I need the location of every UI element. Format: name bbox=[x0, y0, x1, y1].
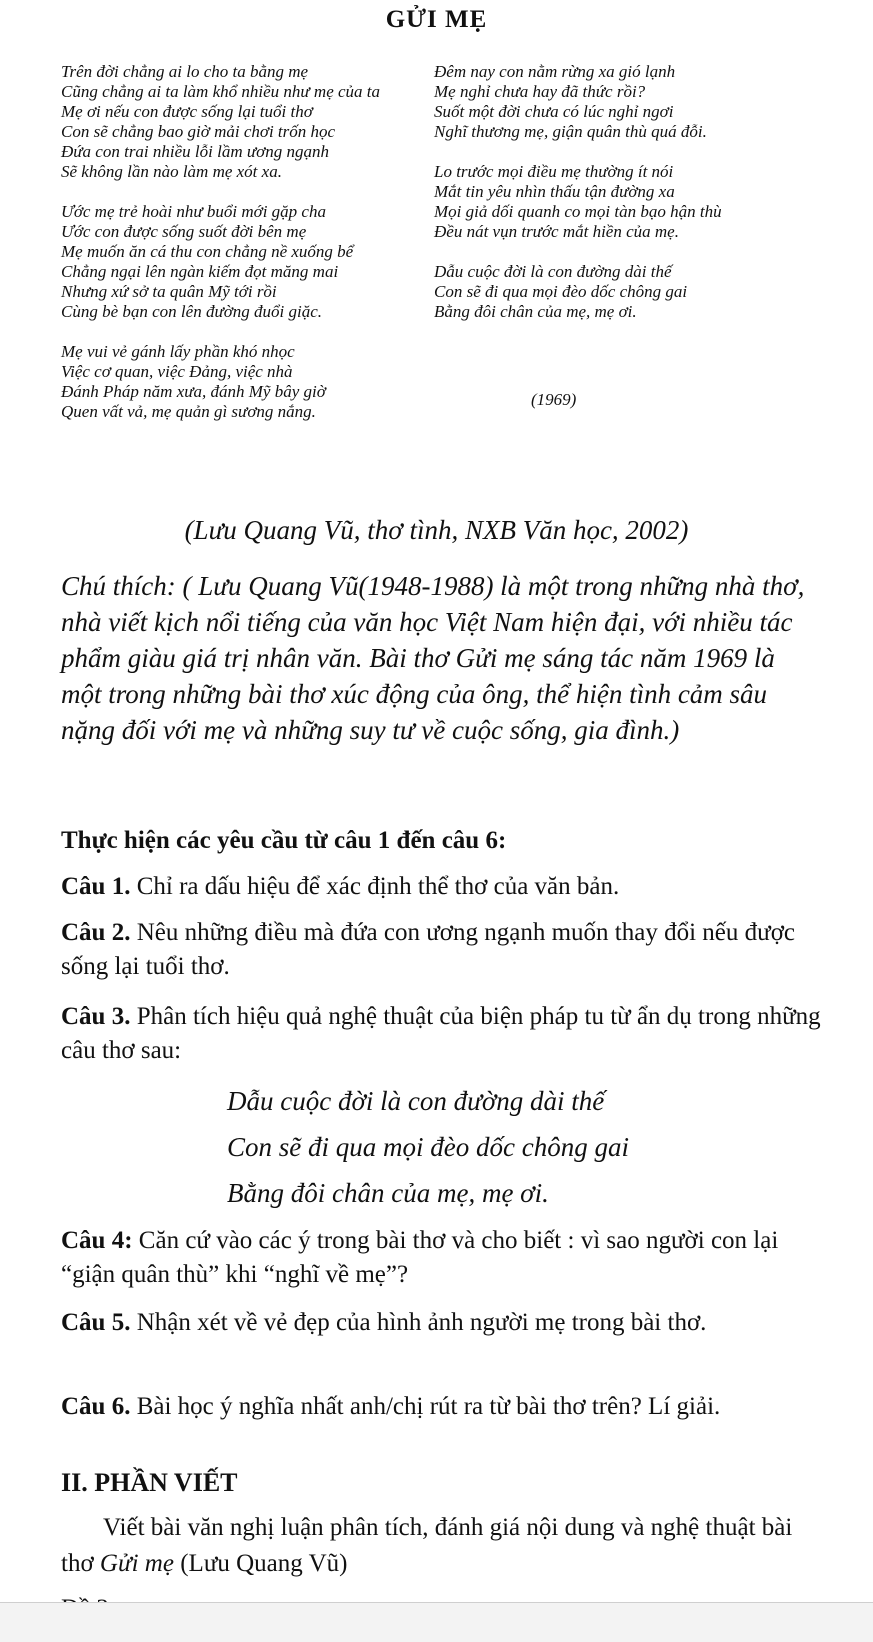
poem-title: GỬI MẸ bbox=[385, 6, 488, 33]
quote-line: Bằng đôi chân của mẹ, mẹ ơi. bbox=[227, 1178, 549, 1208]
question-5-text: Nhận xét về vẻ đẹp của hình ảnh người mẹ trong bài thơ. bbox=[130, 1309, 707, 1336]
poem-line: Ước mẹ trẻ hoài như buổi mới gặp cha bbox=[61, 202, 326, 221]
question-1-text: Chỉ ra dấu hiệu để xác định thể thơ của văn bản. bbox=[130, 873, 620, 900]
poem-line: Con sẽ đi qua mọi đèo dốc chông gai bbox=[434, 282, 688, 301]
question-2-label: Câu 2. bbox=[61, 919, 131, 946]
question-4-label: Câu 4: bbox=[61, 1227, 133, 1254]
poem-line: Sẽ không lần nào làm mẹ xót xa. bbox=[61, 162, 282, 181]
poem-line: Đêm nay con nằm rừng xa gió lạnh bbox=[434, 62, 676, 81]
writing-task bbox=[61, 1510, 826, 1582]
instructions bbox=[61, 824, 831, 858]
poem-left-column bbox=[61, 62, 380, 422]
poem-line: Chẳng ngại lên ngàn kiếm đọt măng mai bbox=[61, 262, 339, 281]
question-3 bbox=[61, 1000, 831, 1068]
poem-line: Suốt một đời chưa có lúc nghỉ ngơi bbox=[434, 102, 674, 121]
question-6 bbox=[61, 1390, 831, 1424]
poem-line: Mẹ muốn ăn cá thu con chẳng nề xuống bể bbox=[61, 242, 354, 261]
question-6-label: Câu 6. bbox=[61, 1393, 131, 1420]
poem-line: Con sẽ chẳng bao giờ mải chơi trốn học bbox=[61, 122, 336, 141]
poem-line: Lo trước mọi điều mẹ thường ít nói bbox=[434, 162, 674, 181]
poem-line: Mẹ ơi nếu con được sống lại tuổi thơ bbox=[61, 102, 313, 121]
poem-line: Nhưng xứ sở ta quân Mỹ tới rồi bbox=[61, 282, 277, 301]
poem-line: Nghĩ thương mẹ, giận quân thù quá đỗi. bbox=[434, 122, 707, 141]
question-1-label: Câu 1. bbox=[61, 873, 131, 900]
writing-task-author: (Lưu Quang Vũ) bbox=[173, 1550, 348, 1577]
poem-line: Ước con được sống suốt đời bên mẹ bbox=[61, 222, 307, 241]
poem-line: Mẹ vui vẻ gánh lấy phần khó nhọc bbox=[61, 342, 295, 361]
question-5 bbox=[61, 1306, 831, 1340]
poem-line: Bằng đôi chân của mẹ, mẹ ơi. bbox=[434, 302, 637, 321]
question-6-text: Bài học ý nghĩa nhất anh/chị rút ra từ bài thơ trên? Lí giải. bbox=[130, 1393, 721, 1420]
question-4-text: Căn cứ vào các ý trong bài thơ và cho biết : vì sao người con lại “giận quân thù” khi “nghĩ về mẹ”? bbox=[61, 1227, 779, 1288]
poem-line bbox=[434, 142, 722, 162]
question-3-label: Câu 3. bbox=[61, 1003, 131, 1030]
poem-line: Đứa con trai nhiều lỗi lầm ương ngạnh bbox=[61, 142, 329, 161]
question-2-text: Nêu những điều mà đứa con ương ngạnh muốn thay đổi nếu được sống lại tuổi thơ. bbox=[61, 919, 796, 980]
question-3-text: Phân tích hiệu quả nghệ thuật của biện pháp tu từ ẩn dụ trong những câu thơ sau: bbox=[61, 1003, 821, 1064]
poem-line bbox=[61, 182, 380, 202]
poem-line: Mẹ nghỉ chưa hay đã thức rồi? bbox=[434, 82, 646, 101]
poem-line: Đều nát vụn trước mắt hiền của mẹ. bbox=[434, 222, 679, 241]
poem-line: Mắt tin yêu nhìn thấu tận đường xa bbox=[434, 182, 675, 201]
poem-line: Trên đời chẳng ai lo cho ta bằng mẹ bbox=[61, 62, 309, 81]
poem-line: Mọi giả dối quanh co mọi tàn bạo hận thù bbox=[434, 202, 722, 221]
question-4 bbox=[61, 1224, 831, 1292]
writing-task-work: Gửi mẹ bbox=[99, 1550, 174, 1577]
poem-right-column bbox=[434, 62, 722, 322]
poem-line: Cùng bè bạn con lên đường đuổi giặc. bbox=[61, 302, 323, 321]
quote-line: Dẫu cuộc đời là con đường dài thế bbox=[227, 1086, 605, 1116]
poem-line: Việc cơ quan, việc Đảng, việc nhà bbox=[61, 362, 293, 381]
poem-line bbox=[434, 242, 722, 262]
question-3-quote bbox=[227, 1078, 629, 1216]
poem-line: Đánh Pháp năm xưa, đánh Mỹ bây giờ bbox=[61, 382, 326, 401]
question-2 bbox=[61, 916, 831, 984]
poem-year: (1969) bbox=[531, 390, 577, 409]
poem-line: Quen vất vả, mẹ quản gì sương nắng. bbox=[61, 402, 316, 421]
bottom-bar bbox=[0, 1602, 873, 1642]
question-5-label: Câu 5. bbox=[61, 1309, 131, 1336]
poem-source: (Lưu Quang Vũ, thơ tình, NXB Văn học, 2002) bbox=[184, 515, 689, 545]
instructions-text: Thực hiện các yêu cầu từ câu 1 đến câu 6: bbox=[61, 827, 507, 854]
quote-line: Con sẽ đi qua mọi đèo dốc chông gai bbox=[227, 1132, 629, 1162]
author-note: Chú thích: ( Lưu Quang Vũ(1948-1988) là một trong những nhà thơ, nhà viết kịch nổi tiếng của văn học Việt Nam hiện đại, với nhiều tác phẩm giàu giá trị nhân văn. Bài thơ Gửi mẹ sáng tác năm 1969 là một trong những bài thơ xúc động của ông, thể hiện tình cảm sâu nặng đối với mẹ và những suy tư về cuộc sống, gia đình.) bbox=[61, 571, 805, 745]
question-1 bbox=[61, 870, 831, 904]
section-title: II. PHẦN VIẾT bbox=[61, 1468, 238, 1497]
poem-line: Dẫu cuộc đời là con đường dài thế bbox=[434, 262, 672, 281]
poem-line: Cũng chẳng ai ta làm khổ nhiều như mẹ của ta bbox=[61, 82, 381, 101]
writing-task-intro: Viết bài văn nghị luận phân tích, đánh giá nội dung và nghệ thuật bài thơ bbox=[61, 1514, 793, 1577]
poem-line bbox=[61, 322, 380, 342]
cut-off-text bbox=[61, 1594, 121, 1602]
